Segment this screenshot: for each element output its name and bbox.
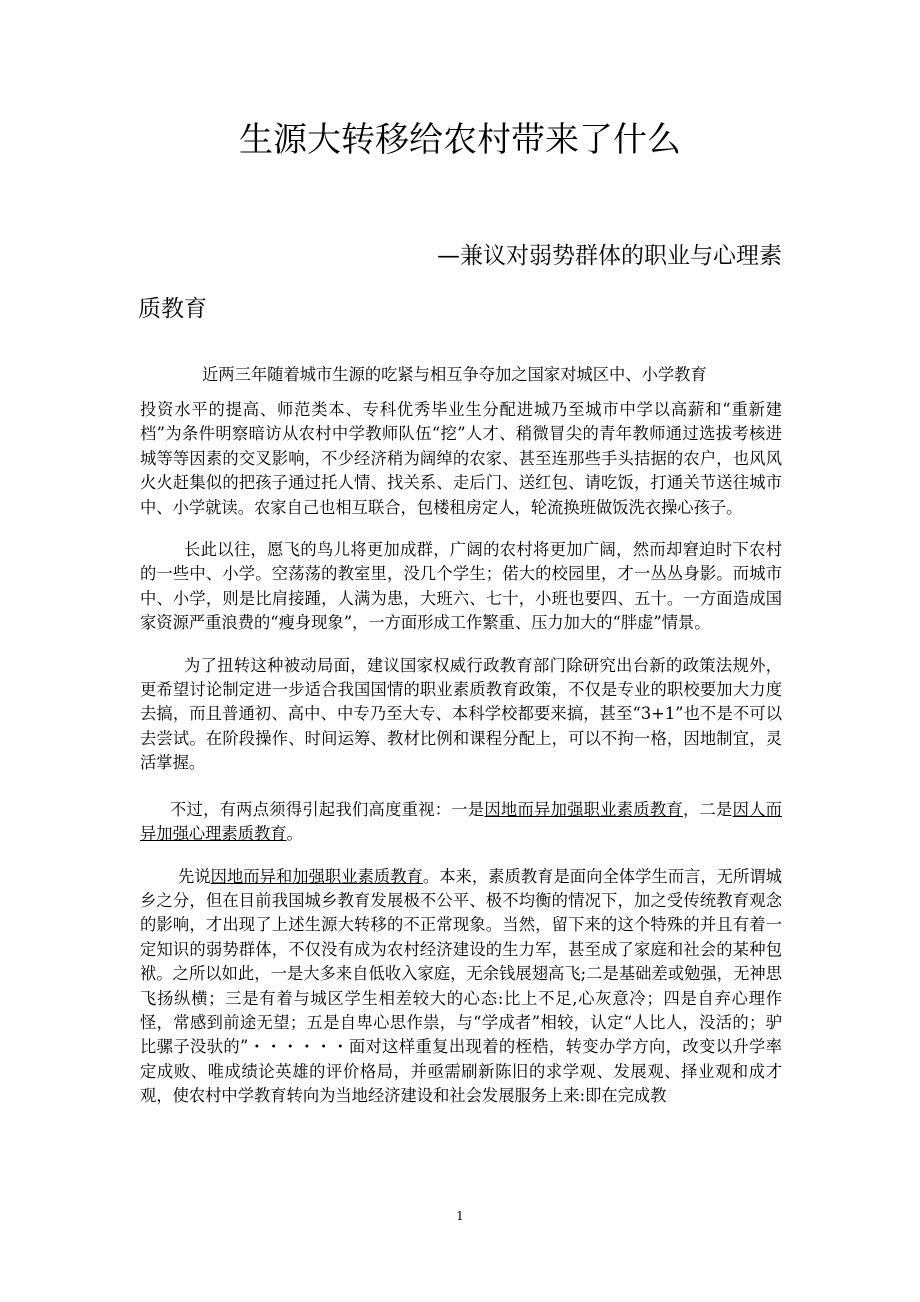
paragraph-5-text-b: 。本来，素质教育是面向全体学生而言，无所谓城乡之分，但在目前我国城乡教育发展极不公平、极不均衡的情况下，加之受传统教育观念的影响，才出现了上述生源大转移的不正常现象。当然，留下来的这个特殊的并且有着一定知识的弱势群体，不仅没有成为农村经济建设的生力军，甚至成了家庭和社会的某种包袱。之所以如此，一是大多来自低收入家庭，无余钱展翅高飞;二是基础差或勉强，无神思飞扬纵横；三是有着与城区学生相差较大的心态:比上不足,心灰意冷；四是自弃心理作怪，常感到前途无望；五是自卑心思作祟，与“学成者”相较，认定“人比人，没活的；驴比骡子没驮的”・・・・・・面对这样重复出现着的桎梏，转变办学方向，改变以升学率定成败、唯成绩论英雄的评价格局，并亟需刷新陈旧的求学观、发展观、择业观和成才观，使农村中学教育转向为当地经济建设和社会发展服务上来:即在完成教	[140, 866, 782, 1106]
underlined-phrase-vocational-2: 因地而异和加强职业素质教育	[210, 866, 423, 886]
paragraph-4	[140, 798, 782, 847]
document-subtitle	[138, 230, 782, 336]
paragraph-1	[140, 360, 782, 520]
paragraph-2: 长此以往，愿飞的鸟儿将更加成群，广阔的农村将更加广阔，然而却窘迫时下农村的一些中、小学。空荡荡的教室里，没几个学生；偌大的校园里，才一丛丛身影。而城市中、小学，则是比肩接踵，人满为患，大班六、七十，小班也要四、五十。一方面造成国家资源严重浪费的“瘦身现象”，一方面形成工作繁重、压力加大的“胖虚”情景。	[140, 540, 782, 633]
paragraph-4-text-b: ，二是	[682, 799, 733, 819]
paragraph-1-text: 投资水平的提高、师范类本、专科优秀毕业生分配进城乃至城市中学以高薪和“重新建档”为条件明察暗访从农村中学教师队伍“挖”人才、稍微冒尖的青年教师通过选拔考核进城等等因素的交叉影响，不少经济稍为阔绰的农家、甚至连那些手头拮据的农户，也风风火火赶集似的把孩子通过托人情、找关系、走后门、送红包、请吃饭，打通关节送往城市中、小学就读。农家自己也相互联合，包楼租房定人，轮流换班做饭洗衣操心孩子。	[140, 400, 782, 517]
paragraph-3: 为了扭转这种被动局面，建议国家权威行政教育部门除研究出台新的政策法规外，更希望讨论制定进一步适合我国国情的职业素质教育政策，不仅是专业的职校要加大力度去搞，而且普通初、高中、中专乃至大专、本科学校都要来搞，甚至“3+1”也不是不可以去尝试。在阶段操作、时间运筹、教材比例和课程分配上，可以不拘一格，因地制宜，灵活掌握。	[140, 655, 782, 773]
paragraph-4-text-a: 不过，有两点须得引起我们高度重视：一是	[170, 799, 485, 819]
document-body	[140, 360, 782, 1109]
paragraph-1-first-line: 近两三年随着城市生源的吃紧与相互争夺加之国家对城区中、小学教育	[202, 365, 707, 384]
paragraph-5	[140, 865, 782, 1109]
paragraph-5-text-a: 先说	[178, 866, 211, 886]
underlined-phrase-psychological: 因人而异加强心理素质教育	[140, 799, 782, 844]
subtitle-line-1: —兼议对弱势群体的职业与心理素	[437, 243, 782, 269]
underlined-phrase-vocational: 因地而异加强职业素质教育	[484, 799, 683, 819]
paragraph-4-text-c: 。	[286, 824, 303, 844]
page-number: 1	[456, 1209, 464, 1223]
subtitle-line-2: 质教育	[138, 296, 207, 322]
document-title: 生源大转移给农村带来了什么	[239, 120, 681, 160]
